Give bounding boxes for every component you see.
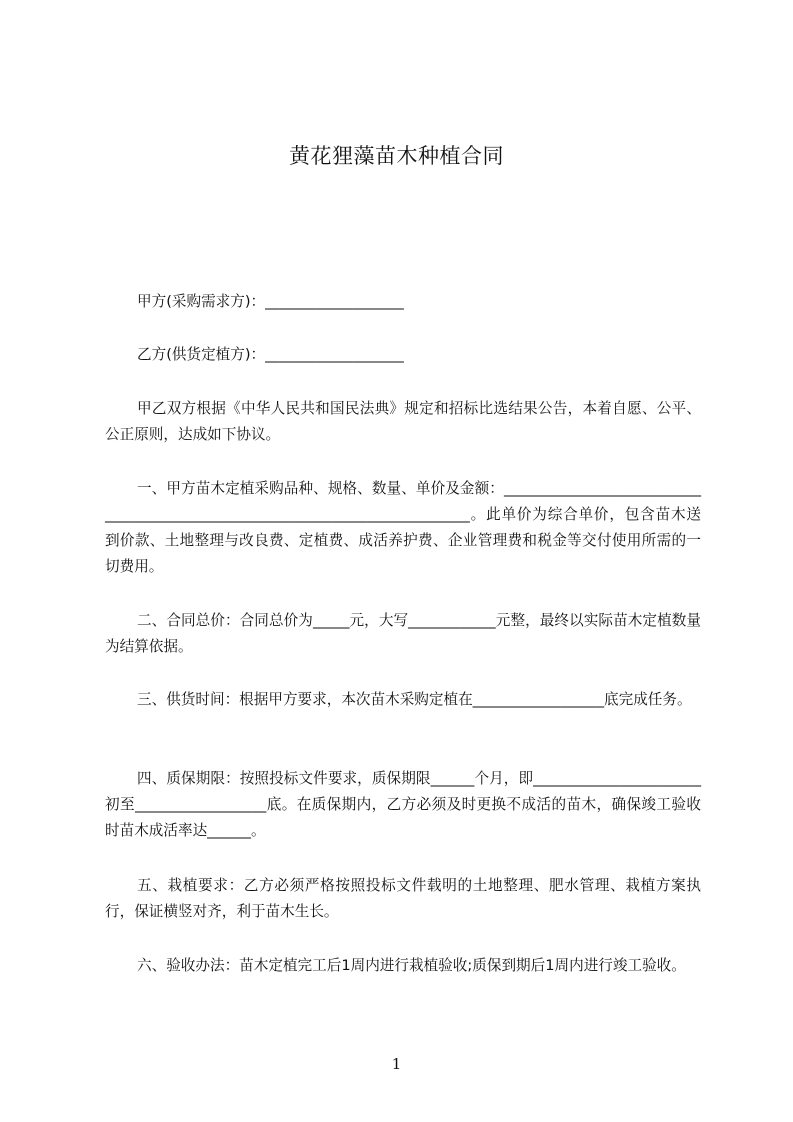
clause-3-paragraph: 三、供货时间：根据甲方要求，本次苗木采购定植在__________________底完成任务。	[137, 691, 692, 708]
clause-4-paragraph: 四、质保期限：按照投标文件要求，质保期限______个月，即_______________________初至__________________底。在质保期内，乙方必须及时更换不成活的苗木，确保竣工验收时苗木成活率达______。	[105, 770, 701, 839]
clause-5-paragraph: 五、栽植要求：乙方必须严格按照投标文件载明的土地整理、肥水管理、栽植方案执行，保证横竖对齐，利于苗木生长。	[105, 877, 701, 920]
preamble-paragraph: 甲乙双方根据《中华人民共和国民法典》规定和招标比选结果公告，本着自愿、公平、公正原则，达成如下协议。	[105, 400, 701, 443]
document-title: 黄花狸藻苗木种植合同	[289, 144, 504, 168]
page-number: 1	[391, 1055, 402, 1073]
clause-2-paragraph: 二、合同总价：合同总价为_____元，大写____________元整，最终以实际苗木定植数量为结算依据。	[105, 612, 701, 655]
clause-6-paragraph: 六、验收办法：苗木定植完工后1周内进行栽植验收;质保到期后1周内进行竣工验收。	[137, 957, 686, 974]
party-a-line: 甲方(采购需求方)：___________________	[137, 293, 404, 310]
party-b-line: 乙方(供货定植方)：___________________	[137, 346, 404, 363]
clause-1-paragraph: 一、甲方苗木定植采购品种、规格、数量、单价及金额：_____________________________________________________________________________。此单价为综合单价，包含苗木送到价款、土地整理与改良费、定植费、成活养护费、企业管理费和税金等交付使用所需的一切费用。	[105, 480, 701, 575]
